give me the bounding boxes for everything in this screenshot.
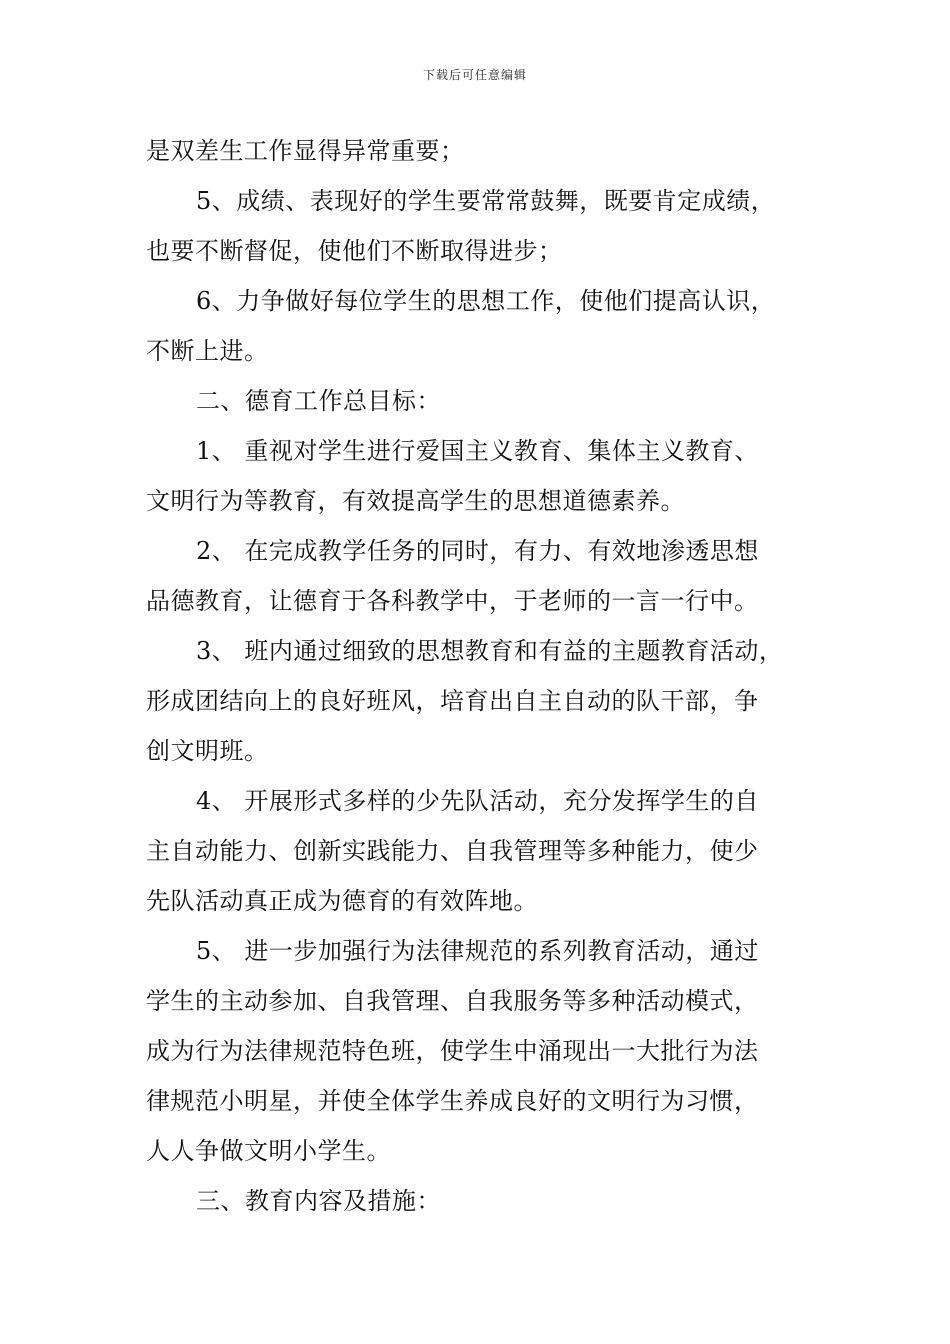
page-header: 下载后可任意编辑 xyxy=(422,68,527,82)
text-line: 不断上进。 xyxy=(146,337,269,365)
text-line: 成为行为法律规范特色班，使学生中涌现出一大批行为法 xyxy=(146,1037,759,1065)
text-line: 是双差生工作显得异常重要； xyxy=(146,137,465,165)
text-line: 先队活动真正成为德育的有效阵地。 xyxy=(146,887,538,915)
text-line: 学生的主动参加、自我管理、自我服务等多种活动模式， xyxy=(146,987,759,1015)
text-line: 文明行为等教育，有效提高学生的思想道德素养。 xyxy=(146,487,685,515)
document-body xyxy=(146,126,816,1226)
text-line: 人人争做文明小学生。 xyxy=(146,1137,391,1165)
text-line: 创文明班。 xyxy=(146,737,269,765)
text-line: 3、 班内通过细致的思想教育和有益的主题教育活动， xyxy=(196,637,784,665)
text-line: 2、 在完成教学任务的同时，有力、有效地渗透思想 xyxy=(196,537,759,565)
text-line: 律规范小明星，并使全体学生养成良好的文明行为习惯， xyxy=(146,1087,759,1115)
text-line: 1、 重视对学生进行爱国主义教育、集体主义教育、 xyxy=(196,437,759,465)
text-line: 也要不断督促，使他们不断取得进步； xyxy=(146,237,563,265)
text-line: 形成团结向上的良好班风，培育出自主自动的队干部，争 xyxy=(146,687,759,715)
text-line: 4、 开展形式多样的少先队活动，充分发挥学生的自 xyxy=(196,787,759,815)
text-line: 5、成绩、表现好的学生要常常鼓舞，既要肯定成绩， xyxy=(196,187,776,215)
text-line: 二、德育工作总目标： xyxy=(196,387,441,415)
text-line: 主自动能力、创新实践能力、自我管理等多种能力，使少 xyxy=(146,837,759,865)
text-line: 5、 进一步加强行为法律规范的系列教育活动，通过 xyxy=(196,937,759,965)
text-line: 三、教育内容及措施： xyxy=(196,1187,441,1215)
text-line: 品德教育，让德育于各科教学中，于老师的一言一行中。 xyxy=(146,587,759,615)
text-line: 6、力争做好每位学生的思想工作，使他们提高认识， xyxy=(196,287,776,315)
